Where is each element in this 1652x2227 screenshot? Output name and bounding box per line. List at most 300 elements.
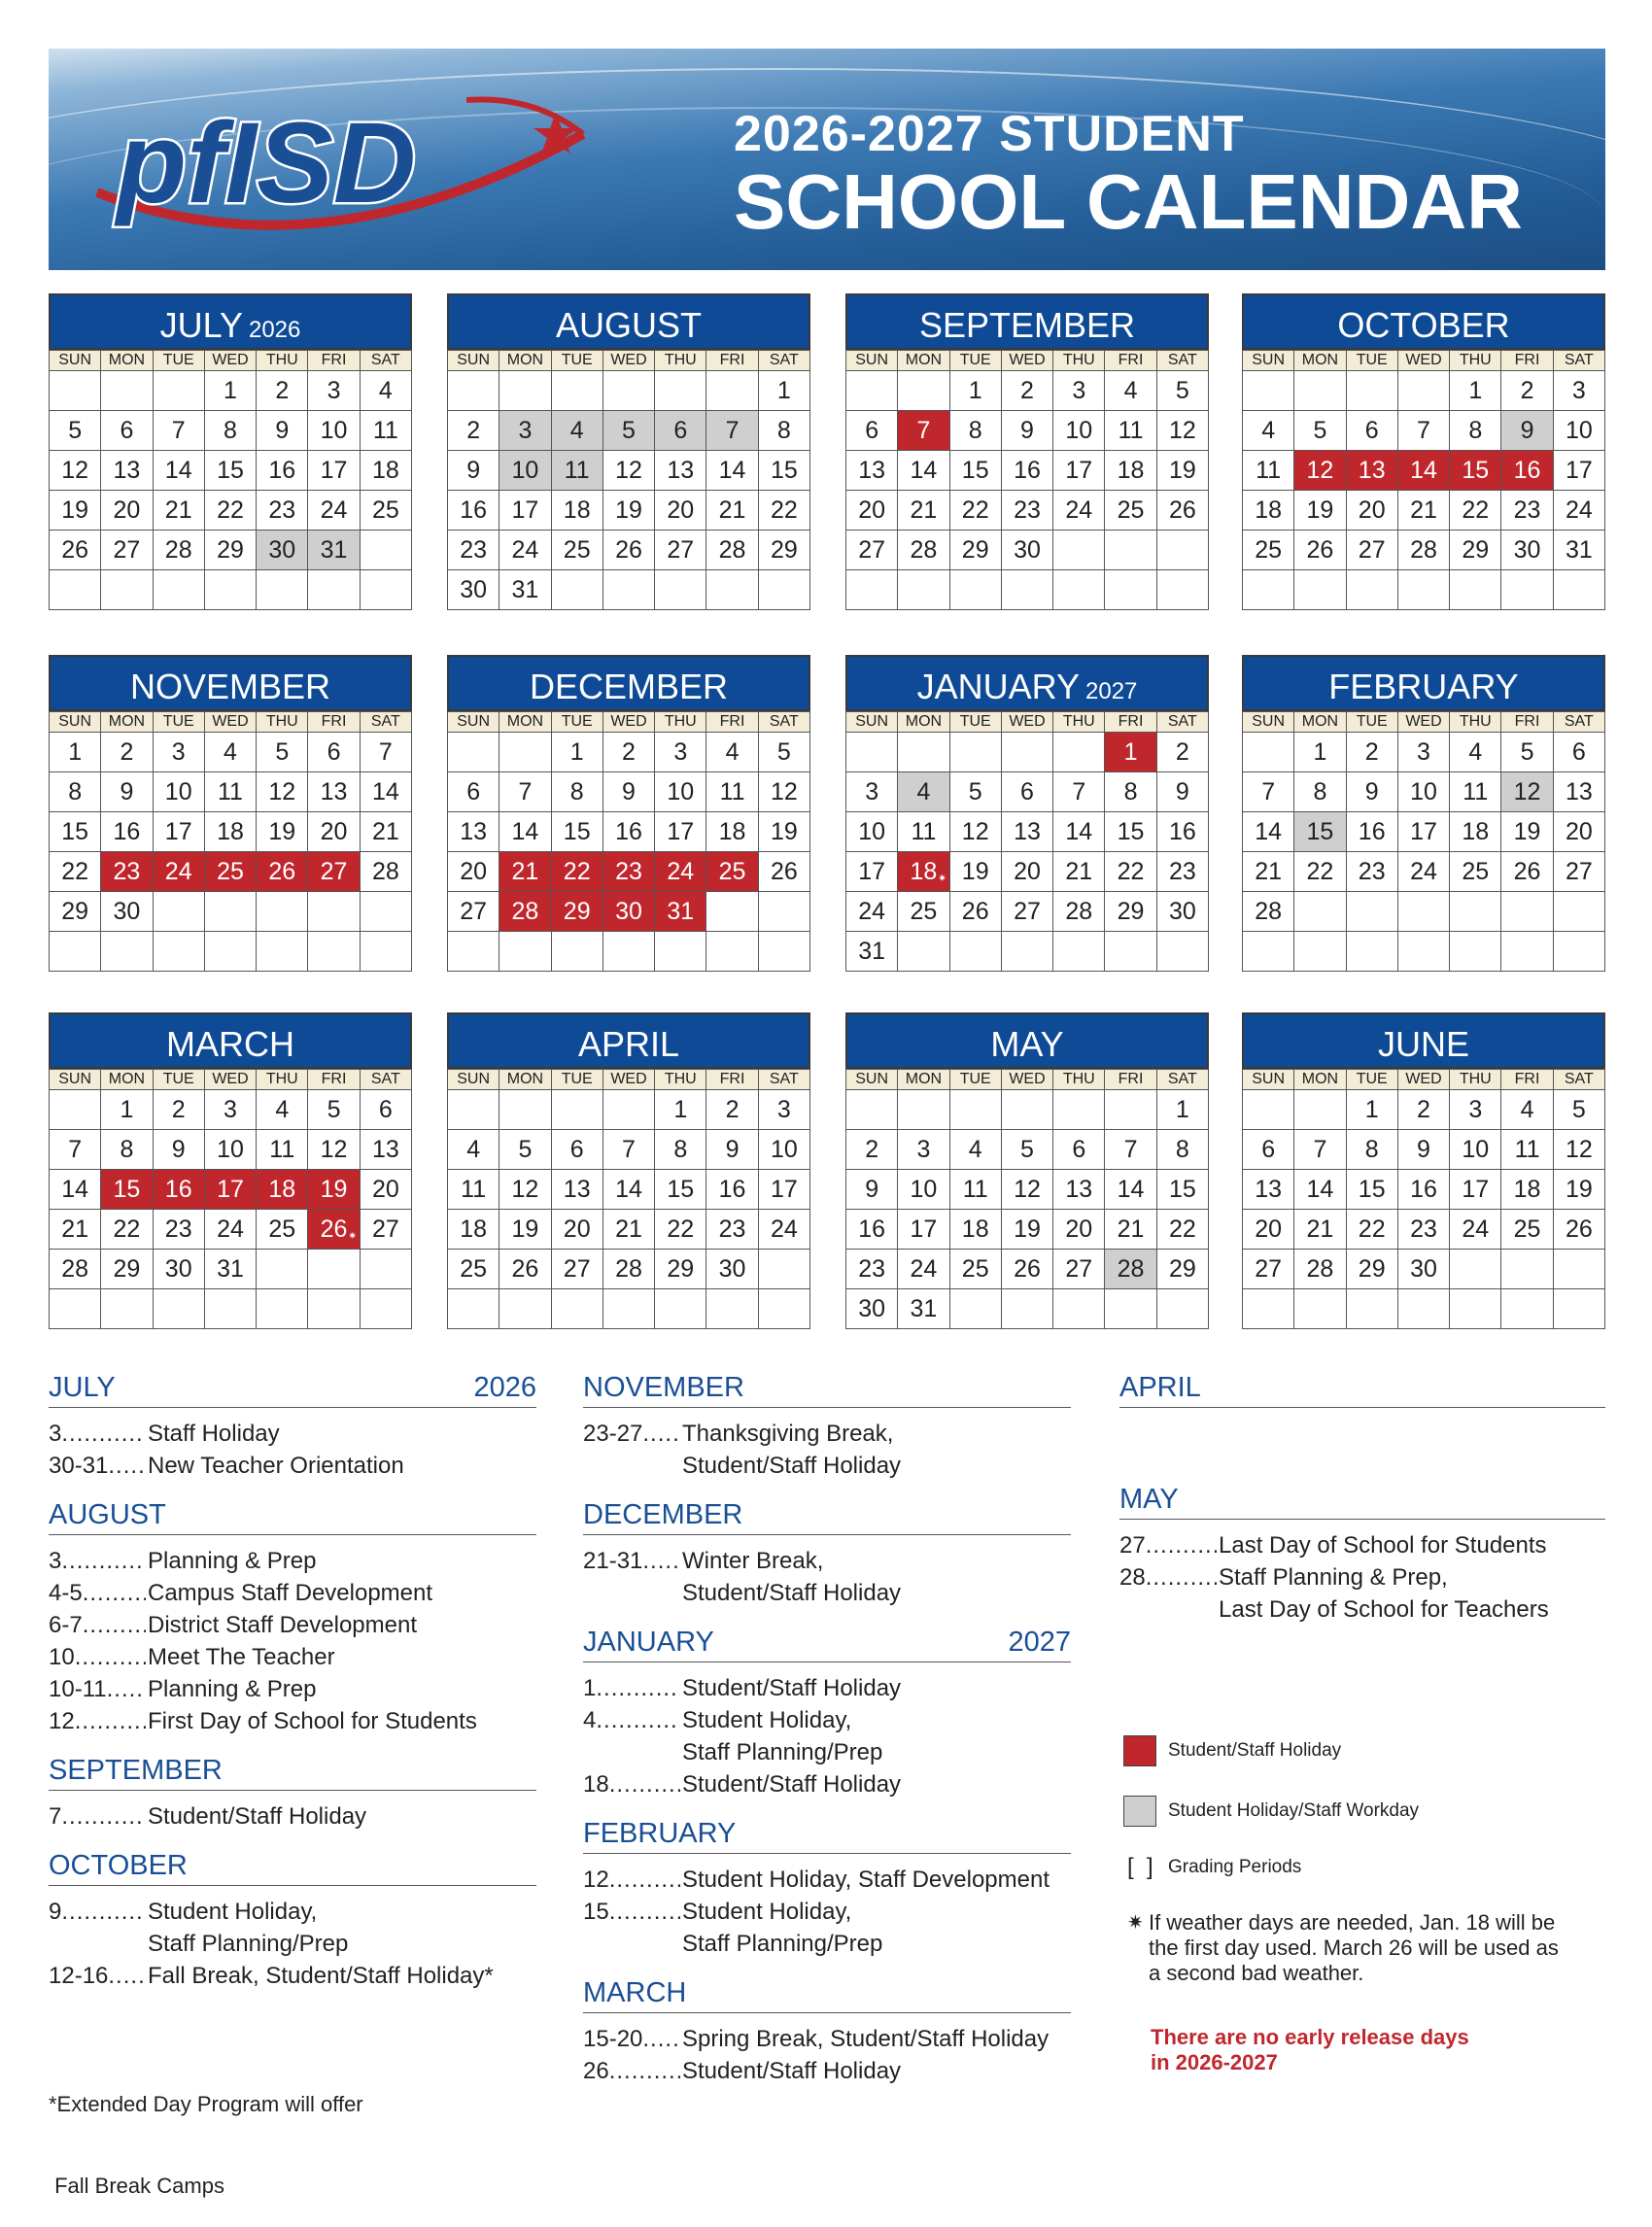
empty-cell bbox=[706, 1289, 758, 1329]
day-cell: 20 bbox=[846, 491, 898, 531]
weekday-header: WED bbox=[204, 1070, 256, 1090]
events-month-name: NOVEMBER bbox=[583, 1372, 744, 1403]
empty-cell bbox=[448, 371, 499, 411]
empty-cell bbox=[448, 1289, 499, 1329]
month-august bbox=[447, 293, 810, 610]
empty-cell bbox=[1346, 1289, 1397, 1329]
day-cell: 25 bbox=[360, 491, 411, 531]
bracket-icon: [ ] bbox=[1127, 1854, 1153, 1880]
day-cell: 21 bbox=[499, 852, 551, 892]
day-cell: 17 bbox=[153, 812, 204, 852]
day-cell: 17 bbox=[1397, 812, 1449, 852]
day-cell: 15 bbox=[949, 451, 1001, 491]
month-may bbox=[845, 1012, 1209, 1329]
events-month-heading bbox=[1119, 1484, 1605, 1520]
events-column-1 bbox=[49, 1372, 536, 2009]
weekday-header: WED bbox=[602, 351, 654, 371]
empty-cell bbox=[1294, 932, 1346, 972]
day-cell: 1 bbox=[1450, 371, 1501, 411]
empty-cell bbox=[846, 1090, 898, 1130]
day-cell: 30 bbox=[1501, 531, 1553, 570]
day-cell: 24 bbox=[204, 1210, 256, 1250]
event-item bbox=[1119, 1561, 1605, 1626]
event-description: Campus Staff Development bbox=[148, 1580, 433, 1606]
weekday-header: MON bbox=[101, 1070, 153, 1090]
month-table bbox=[1242, 350, 1605, 610]
event-date-text: 10 bbox=[49, 1644, 75, 1670]
day-cell: 12 bbox=[499, 1170, 551, 1210]
events-month-name: FEBRUARY bbox=[583, 1818, 737, 1849]
month-header bbox=[447, 293, 810, 350]
empty-cell bbox=[1053, 932, 1105, 972]
month-header bbox=[447, 655, 810, 711]
week-row bbox=[50, 570, 412, 610]
day-cell: 3 bbox=[1450, 1090, 1501, 1130]
week-row bbox=[50, 451, 412, 491]
day-cell: 7 bbox=[1294, 1130, 1346, 1170]
day-cell: 7 bbox=[1243, 772, 1294, 812]
day-cell: 13 bbox=[360, 1130, 411, 1170]
weekday-header: THU bbox=[257, 712, 308, 733]
empty-cell bbox=[1553, 892, 1604, 932]
empty-cell bbox=[898, 932, 949, 972]
day-cell: 13 bbox=[1243, 1170, 1294, 1210]
day-cell: 1 bbox=[949, 371, 1001, 411]
empty-cell bbox=[1294, 892, 1346, 932]
week-row bbox=[50, 411, 412, 451]
week-row bbox=[846, 1250, 1209, 1289]
empty-cell bbox=[1450, 1289, 1501, 1329]
month-header bbox=[49, 1012, 412, 1069]
weekday-header: SAT bbox=[360, 712, 411, 733]
day-cell: 29 bbox=[1346, 1250, 1397, 1289]
month-table bbox=[845, 350, 1209, 610]
event-item bbox=[49, 1705, 536, 1737]
empty-cell bbox=[448, 1090, 499, 1130]
day-cell: 12 bbox=[308, 1130, 360, 1170]
day-cell: 14 bbox=[1294, 1170, 1346, 1210]
day-cell: 16 bbox=[1156, 812, 1208, 852]
week-row bbox=[846, 892, 1209, 932]
month-header bbox=[1242, 1012, 1605, 1069]
spacer bbox=[1119, 1626, 1605, 1643]
day-cell: 11 bbox=[706, 772, 758, 812]
empty-cell bbox=[706, 570, 758, 610]
day-cell: 13 bbox=[655, 451, 706, 491]
empty-cell bbox=[153, 892, 204, 932]
event-date bbox=[1119, 1561, 1217, 1593]
day-cell: 29 bbox=[655, 1250, 706, 1289]
day-cell: 31 bbox=[655, 892, 706, 932]
empty-cell bbox=[1553, 570, 1604, 610]
footnote bbox=[49, 2037, 363, 2227]
day-cell: 5 bbox=[257, 733, 308, 772]
event-item bbox=[583, 1704, 1071, 1768]
event-description: Student Holiday, bbox=[682, 1707, 852, 1733]
events-month-heading bbox=[583, 1818, 1071, 1854]
week-row bbox=[448, 1090, 810, 1130]
day-cell: 28 bbox=[706, 531, 758, 570]
week-row bbox=[50, 491, 412, 531]
month-july bbox=[49, 293, 412, 610]
day-cell: 1 bbox=[655, 1090, 706, 1130]
week-row bbox=[846, 1289, 1209, 1329]
day-cell: 27 bbox=[846, 531, 898, 570]
month-name: JANUARY bbox=[916, 667, 1080, 706]
day-cell: 6 bbox=[360, 1090, 411, 1130]
day-cell: 7 bbox=[1397, 411, 1449, 451]
day-cell: 23 bbox=[1501, 491, 1553, 531]
empty-cell bbox=[1294, 1289, 1346, 1329]
weekday-header: SAT bbox=[758, 351, 809, 371]
events-month-heading bbox=[49, 1755, 536, 1791]
week-row bbox=[1243, 531, 1605, 570]
day-cell: 13 bbox=[1346, 451, 1397, 491]
weekday-header: MON bbox=[499, 351, 551, 371]
weekday-header: WED bbox=[602, 1070, 654, 1090]
month-table bbox=[447, 711, 810, 972]
day-cell: 20 bbox=[1001, 852, 1052, 892]
week-row bbox=[846, 411, 1209, 451]
empty-cell bbox=[448, 932, 499, 972]
month-header bbox=[1242, 655, 1605, 711]
day-cell: 30 bbox=[846, 1289, 898, 1329]
day-cell: 4 bbox=[1450, 733, 1501, 772]
day-cell: 6 bbox=[846, 411, 898, 451]
day-cell: 21 bbox=[1397, 491, 1449, 531]
day-cell: 20 bbox=[101, 491, 153, 531]
empty-cell bbox=[602, 570, 654, 610]
day-cell: 26 bbox=[257, 852, 308, 892]
events-month-heading bbox=[49, 1372, 536, 1408]
empty-cell bbox=[153, 1289, 204, 1329]
month-name: MARCH bbox=[166, 1024, 294, 1064]
weekday-header: TUE bbox=[949, 351, 1001, 371]
day-cell: 26 bbox=[1294, 531, 1346, 570]
event-date bbox=[583, 1704, 680, 1736]
spacer bbox=[49, 1992, 536, 2009]
day-cell: 11 bbox=[1105, 411, 1156, 451]
event-description: Staff Planning/Prep bbox=[682, 1931, 883, 1957]
event-description: Staff Planning/Prep bbox=[682, 1739, 883, 1765]
empty-cell bbox=[1053, 1090, 1105, 1130]
day-cell: 11 bbox=[360, 411, 411, 451]
empty-cell bbox=[204, 1289, 256, 1329]
day-cell: 23 bbox=[257, 491, 308, 531]
week-row bbox=[846, 772, 1209, 812]
weekday-header: MON bbox=[1294, 1070, 1346, 1090]
month-name: APRIL bbox=[577, 1024, 680, 1064]
day-cell: 2 bbox=[448, 411, 499, 451]
day-cell: 2 bbox=[846, 1130, 898, 1170]
weekday-header: SAT bbox=[360, 351, 411, 371]
empty-cell bbox=[1156, 932, 1208, 972]
day-cell: 20 bbox=[1553, 812, 1604, 852]
empty-cell bbox=[898, 371, 949, 411]
legend-red-label: Student/Staff Holiday bbox=[1168, 1740, 1342, 1761]
day-cell: 4 bbox=[257, 1090, 308, 1130]
event-item bbox=[49, 1545, 536, 1577]
day-cell: 8 bbox=[758, 411, 809, 451]
events-month-name: APRIL bbox=[1119, 1372, 1201, 1403]
week-row bbox=[50, 812, 412, 852]
day-cell: 5 bbox=[1501, 733, 1553, 772]
month-name: MAY bbox=[990, 1024, 1064, 1064]
day-cell: 15 bbox=[1346, 1170, 1397, 1210]
events-month-name: DECEMBER bbox=[583, 1499, 743, 1530]
empty-cell bbox=[1450, 892, 1501, 932]
empty-cell bbox=[360, 1289, 411, 1329]
event-description: Student Holiday, Staff Development bbox=[682, 1867, 1050, 1893]
empty-cell bbox=[308, 1289, 360, 1329]
event-item bbox=[49, 1641, 536, 1673]
day-cell: 5 bbox=[602, 411, 654, 451]
weekday-header: FRI bbox=[1501, 351, 1553, 371]
day-cell: 8 bbox=[1346, 1130, 1397, 1170]
week-row bbox=[1243, 451, 1605, 491]
day-cell: 28 bbox=[1397, 531, 1449, 570]
day-cell: 2 bbox=[101, 733, 153, 772]
empty-cell bbox=[1294, 570, 1346, 610]
month-january bbox=[845, 655, 1209, 972]
weather-star-icon: ✷ bbox=[1127, 1912, 1144, 1934]
empty-cell bbox=[308, 1250, 360, 1289]
event-item bbox=[49, 1450, 536, 1482]
event-description: Student/Staff Holiday bbox=[682, 1453, 902, 1479]
day-cell: 21 bbox=[153, 491, 204, 531]
week-row bbox=[448, 451, 810, 491]
day-cell: 1 bbox=[50, 733, 101, 772]
day-cell: 13 bbox=[308, 772, 360, 812]
month-table bbox=[1242, 1069, 1605, 1329]
weather-star-icon: ✷ bbox=[348, 1231, 357, 1242]
title-line-2: SCHOOL CALENDAR bbox=[734, 158, 1523, 245]
day-cell: 26 bbox=[50, 531, 101, 570]
event-date-text: 12 bbox=[49, 1708, 75, 1734]
day-cell: 1 bbox=[551, 733, 602, 772]
day-cell: 30 bbox=[1001, 531, 1052, 570]
empty-cell bbox=[758, 570, 809, 610]
month-name: NOVEMBER bbox=[129, 667, 331, 706]
empty-cell bbox=[1156, 1289, 1208, 1329]
day-cell: 2 bbox=[1346, 733, 1397, 772]
day-cell: 19 bbox=[1553, 1170, 1604, 1210]
weekday-header: SUN bbox=[846, 712, 898, 733]
events-column-2 bbox=[583, 1372, 1071, 2105]
empty-cell bbox=[898, 733, 949, 772]
footnote-line-1: *Extended Day Program will offer bbox=[49, 2092, 363, 2116]
day-cell: 1 bbox=[204, 371, 256, 411]
day-cell: 15 bbox=[1156, 1170, 1208, 1210]
week-row bbox=[846, 1210, 1209, 1250]
empty-cell bbox=[1001, 932, 1052, 972]
week-row bbox=[448, 371, 810, 411]
event-date-text: 26 bbox=[583, 2058, 609, 2084]
weekday-header: SAT bbox=[1156, 712, 1208, 733]
day-cell: 31 bbox=[204, 1250, 256, 1289]
day-cell: 22 bbox=[655, 1210, 706, 1250]
empty-cell bbox=[448, 733, 499, 772]
day-cell: 2 bbox=[1001, 371, 1052, 411]
event-description: Staff Planning & Prep, bbox=[1219, 1564, 1448, 1591]
day-cell: 9 bbox=[1156, 772, 1208, 812]
day-cell: 16 bbox=[1397, 1170, 1449, 1210]
event-item bbox=[583, 1545, 1071, 1609]
day-cell: 3 bbox=[898, 1130, 949, 1170]
day-cell: 16 bbox=[153, 1170, 204, 1210]
events-year: 2027 bbox=[1008, 1627, 1071, 1658]
event-description: Last Day of School for Students bbox=[1219, 1532, 1547, 1559]
day-cell: 26 bbox=[1156, 491, 1208, 531]
event-date-text: 23-27 bbox=[583, 1421, 643, 1447]
day-cell: 28 bbox=[360, 852, 411, 892]
weekday-header: FRI bbox=[308, 712, 360, 733]
weekday-header: FRI bbox=[706, 351, 758, 371]
day-cell: 14 bbox=[898, 451, 949, 491]
weekday-header: WED bbox=[1397, 351, 1449, 371]
weekday-header: WED bbox=[1397, 712, 1449, 733]
event-date bbox=[583, 2055, 680, 2087]
day-cell: 27 bbox=[1243, 1250, 1294, 1289]
weekday-header: SAT bbox=[1156, 1070, 1208, 1090]
week-row bbox=[846, 1090, 1209, 1130]
spacer bbox=[49, 1482, 536, 1499]
event-description: Planning & Prep bbox=[148, 1676, 317, 1702]
spacer bbox=[583, 2087, 1071, 2105]
event-date-text: 10-11 bbox=[49, 1676, 107, 1702]
day-cell: 12 bbox=[949, 812, 1001, 852]
event-date bbox=[583, 1864, 680, 1896]
day-cell: 25 bbox=[551, 531, 602, 570]
day-cell: 23 bbox=[153, 1210, 204, 1250]
weekday-header: FRI bbox=[1105, 1070, 1156, 1090]
empty-cell bbox=[1243, 371, 1294, 411]
weekday-header: TUE bbox=[1346, 712, 1397, 733]
day-cell: 28 bbox=[153, 531, 204, 570]
weekday-header: TUE bbox=[153, 712, 204, 733]
week-row bbox=[448, 1170, 810, 1210]
day-cell: 3 bbox=[846, 772, 898, 812]
event-item bbox=[583, 1896, 1071, 1960]
event-date-text: 15 bbox=[583, 1899, 609, 1925]
day-cell: 19 bbox=[1001, 1210, 1052, 1250]
event-item bbox=[583, 1768, 1071, 1800]
empty-cell bbox=[706, 932, 758, 972]
day-cell: 3 bbox=[1053, 371, 1105, 411]
day-cell: 17 bbox=[898, 1210, 949, 1250]
day-cell: 14 bbox=[1397, 451, 1449, 491]
events-year: 2026 bbox=[473, 1372, 536, 1403]
empty-cell bbox=[846, 733, 898, 772]
weekday-header: FRI bbox=[1105, 712, 1156, 733]
day-cell: 16 bbox=[602, 812, 654, 852]
empty-cell bbox=[499, 371, 551, 411]
event-date-text: 3 bbox=[49, 1548, 62, 1574]
day-cell: 3 bbox=[655, 733, 706, 772]
week-row bbox=[50, 772, 412, 812]
weekday-header: WED bbox=[1397, 1070, 1449, 1090]
empty-cell bbox=[257, 932, 308, 972]
event-item bbox=[49, 1609, 536, 1641]
weekday-header: THU bbox=[655, 351, 706, 371]
day-cell: 24 bbox=[655, 852, 706, 892]
weather-line-1: If weather days are needed, Jan. 18 will be bbox=[1149, 1910, 1556, 1935]
day-cell: 23 bbox=[101, 852, 153, 892]
day-cell: 2 bbox=[602, 733, 654, 772]
day-cell: 1 bbox=[101, 1090, 153, 1130]
month-table bbox=[845, 1069, 1209, 1329]
events-month-heading bbox=[583, 1372, 1071, 1408]
day-cell: 8 bbox=[204, 411, 256, 451]
day-cell: 7 bbox=[499, 772, 551, 812]
day-cell: 27 bbox=[1553, 852, 1604, 892]
week-row bbox=[50, 932, 412, 972]
day-cell: 31 bbox=[846, 932, 898, 972]
empty-cell bbox=[308, 892, 360, 932]
day-cell: 28 bbox=[1294, 1250, 1346, 1289]
empty-cell bbox=[1156, 531, 1208, 570]
week-row bbox=[846, 932, 1209, 972]
event-date-text: 28 bbox=[1119, 1564, 1146, 1591]
day-cell: 10 bbox=[1553, 411, 1604, 451]
day-cell: 16 bbox=[1501, 451, 1553, 491]
empty-cell bbox=[1105, 1090, 1156, 1130]
day-cell: 10 bbox=[1053, 411, 1105, 451]
day-cell: 18 bbox=[1243, 491, 1294, 531]
weekday-header: TUE bbox=[949, 1070, 1001, 1090]
early-release-line-2: in 2026-2027 bbox=[1151, 2050, 1278, 2074]
weekday-header: MON bbox=[499, 712, 551, 733]
weekday-header: FRI bbox=[308, 351, 360, 371]
day-cell: 19 bbox=[949, 852, 1001, 892]
weekday-header: WED bbox=[1001, 712, 1052, 733]
day-cell: 23 bbox=[706, 1210, 758, 1250]
weekday-header: SUN bbox=[50, 351, 101, 371]
day-cell: 22 bbox=[101, 1210, 153, 1250]
day-cell: 8 bbox=[655, 1130, 706, 1170]
weekday-header: WED bbox=[1001, 1070, 1052, 1090]
event-item bbox=[49, 1577, 536, 1609]
event-description: Thanksgiving Break, bbox=[682, 1421, 894, 1447]
month-name: AUGUST bbox=[555, 305, 702, 345]
day-cell: 1 bbox=[1156, 1090, 1208, 1130]
day-cell: 10 bbox=[655, 772, 706, 812]
weekday-header: TUE bbox=[1346, 351, 1397, 371]
spacer bbox=[49, 1833, 536, 1850]
month-table bbox=[447, 350, 810, 610]
day-cell: 5 bbox=[50, 411, 101, 451]
empty-cell bbox=[898, 1090, 949, 1130]
week-row bbox=[1243, 1130, 1605, 1170]
day-cell: 4 bbox=[1105, 371, 1156, 411]
empty-cell bbox=[360, 570, 411, 610]
day-cell: 15 bbox=[204, 451, 256, 491]
empty-cell bbox=[204, 892, 256, 932]
day-cell: 23 bbox=[602, 852, 654, 892]
week-row bbox=[50, 1170, 412, 1210]
month-header bbox=[1242, 293, 1605, 350]
footnote-line-2: Fall Break Camps bbox=[49, 2174, 224, 2198]
day-cell: 27 bbox=[360, 1210, 411, 1250]
day-cell: 18 bbox=[204, 812, 256, 852]
day-cell: 29 bbox=[949, 531, 1001, 570]
month-october bbox=[1242, 293, 1605, 610]
day-cell: 11 bbox=[898, 812, 949, 852]
empty-cell bbox=[1105, 1289, 1156, 1329]
day-cell: 26 bbox=[949, 892, 1001, 932]
weekday-header: SUN bbox=[1243, 1070, 1294, 1090]
day-cell: 25 bbox=[949, 1250, 1001, 1289]
